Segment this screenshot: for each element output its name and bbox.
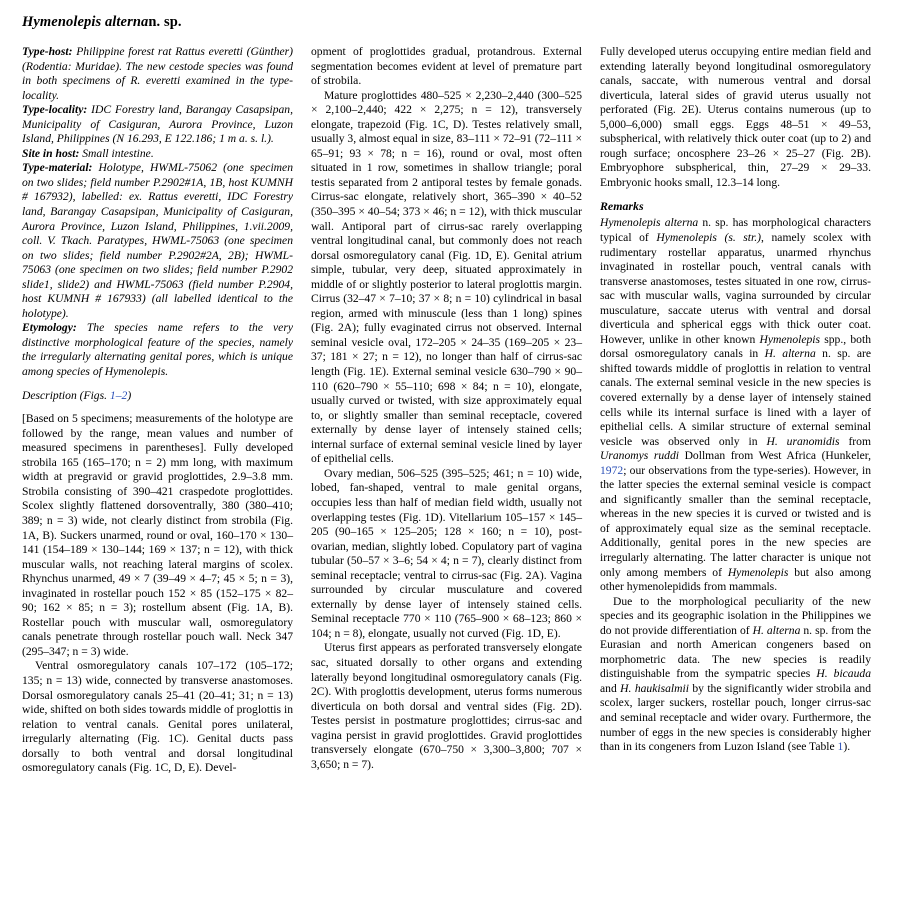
site-text: Small intestine. [79,146,154,160]
remarks-paragraph-2 [600,595,871,755]
remarks-paragraph-1 [600,216,871,594]
remarks1-genus-sstr: Hymenolepis (s. str.) [656,230,762,244]
remarks1-genus2: Hymenolepis [727,565,789,579]
remarks1-species: Hymenolepis alterna [600,216,699,230]
type-material-text: Holotype, HWML-75062 (one specimen on two slides; field number P.2902#1A, 1B, host KUMNH # 167932), labelled: ex. [22,161,293,204]
remarks1-m: ; our observations from the type-series). However, in the latter species the external seminal vesicle is compact and significantly smaller than the seminal receptacle, whereas in the new species it is curved or twisted and is of approximately equal size as the seminal receptacle. Additionally, genital pores in the new species are irregularly alternating. The latter character is unique not only among members of [600,463,871,579]
remarks2-halterna: H. alterna [752,623,801,637]
remarks-heading: Remarks [600,199,644,214]
title-species: Hymenolepis alterna [22,14,149,30]
page-title [22,14,899,31]
article-page [0,14,899,922]
description-figure-link[interactable]: 1–2 [109,388,128,402]
remarks1-b: n. sp. has morphological characters typical of [600,216,871,244]
type-host-label: Type-host: [22,45,73,58]
etymology-paragraph [22,321,293,379]
etymology-genus: Hymenolepis [104,365,166,379]
type-host-rest: (Günther) (Rodentia: Muridae). The new cestode species was found in both specimens of [22,45,294,88]
description-label: Description (Figs. [22,388,110,402]
remarks1-o: but also among other hymenolepidids from mammals. [600,565,871,594]
remarks1-l: Dollman from West Africa (Hunkeler, [679,449,872,463]
remarks1-huranomidis: H. uranomidis [766,434,840,448]
uterus-paragraph: Uterus first appears as perforated transversely elongate sac, situated dorsally to other organs and extending laterally beyond longitudinal osmoregulatory canals (Fig. 2C). With proglottis development, uterus forms numerous diverticula on both dorsal and ventral sides (Fig. 2D). Testes persist in postmature proglottides; cirrus-sac and vagina persist in gravid proglottides. Gravid proglottides transversely elongate (670–750 × 3,300–3,800; 707 × 3,650; n = 7). [311,641,582,771]
remarks1-genus: Hymenolepis [759,332,821,346]
remarks2-e: and [600,681,621,695]
etymology-label: Etymology: [22,321,77,335]
site-label: Site in host: [22,146,80,160]
type-locality-text: IDC Forestry land, Barangay Casapsipan, Municipality of Casiguran, Aurora Province, Luzon Island, Philippines (N 16.293, E 122.186; 1 m a. s. l.). [22,103,293,146]
remarks1-halterna: H. alterna [764,347,816,361]
mature-proglottides-paragraph: Mature proglottides 480–525 × 2,230–2,440 (300–525 × 2,100–2,440; 422 × 2,275; n = 12), transversely elongate, trapezoid (Fig. 1C, D). Testes relatively small, usually 3, almost equal in size, 83–111 × 72–91 (72–111 × 65–91; 93 × 78; n = 16), round or oval, most often situated in 1 row, sometimes in shallow triangle; poral testis separated from 2 antiporal testes by female gonads. Cirrus-sac elongate, relatively short, 365–390 × 40–52 (350–395 × 40–54; 373 × 46; n = 12), with thick muscular wall. Antiporal part of cirrus-sac rarely overlapping ventral longitudinal canal, but commonly does not reach dorsal osmoregulatory canal (Fig. 1D, E). Genital atrium simple, tubular, very deep, situated approximately in middle of or slightly posterior to lateral proglottis margin. Cirrus (32–47 × 7–10; 37 × 8; n = 10) cylindrical in basal region, armed with minuscule (less than 1 long) spines (Fig. 2A); fully evaginated cirrus not observed. Internal seminal vesicle oval, 172–205 × 24–35 (169–205 × 23–37; 181 × 27; n = 12), no longer than half of cirrus-sac length (Fig. 1E). External seminal vesicle 630–790 × 90–110 (620–790 × 55–110; 698 × 84; n = 10), elongate, usually curved or twisted, with size approximately equal to, or slightly smaller than seminal receptacle, covered externally by dense layer of intensely stained cells; internal surface of external seminal vesicle lined by layer of epithelial cells. [311,88,582,466]
etymology-text: The species name refers to the very distinctive morphological feature of the species, namely the irregularly alternating genital pores, which is unique among species of [22,321,293,379]
type-locality-label: Type-locality: [22,103,88,117]
ovary-paragraph: Ovary median, 506–525 (395–525; 461; n = 10) wide, lobed, fan-shaped, ventral to male genital organs, occupies less than half of median field width, usually not overlapping testes (Fig. 1D). Vitellarium 105–157 × 145–205 (90–165 × 125–205; 128 × 160; n = 10), post-ovarian, median, slightly lobed. Copulatory part of vagina tubular (50–57 × 3–6; 54 × 4; n = 7), clearly distinct from seminal receptacle; ventral to cirrus-sac (Fig. 2A). Vagina surrounded by circular musculature and covered externally by dense layer of intensely stained cells. Seminal receptacle 770 × 110 (765–900 × 68–123; 860 × 104; n = 8), elongate, usually not curved (Fig. 1D, E). [311,466,582,640]
remarks2-c: n. sp. from the Eurasian and north American congeners based on morphometric data. The new species is readily distinguishable from the sympatric species [600,623,871,681]
remarks2-h: ). [843,740,851,754]
columns-container [22,45,879,905]
type-host-text: Philippine forest rat [72,45,176,58]
type-host-rest3: examined in the type-locality. [22,74,293,102]
remarks1-f: spp., both dorsal osmoregulatory canals in [600,332,872,361]
site-in-host-paragraph [22,147,293,162]
development-paragraph: opment of proglottides gradual, protandrous. External segmentation becomes evident at level of premature part of strobila. [311,45,582,88]
type-material-paragraph [22,161,293,321]
column-3 [600,45,871,905]
remarks2-hbicauda: H. bicauda [816,667,871,681]
description-label-end: ) [127,388,132,402]
type-material-species: Rattus everetti [148,190,219,204]
remarks1-uranomys: Uranomys ruddi [600,449,679,463]
remarks2-g: by the significantly wider strobila and scolex, larger suckers, rostellar pouch, longer cirrus-sac and seminal receptacle and wider ovary. Furthermore, the number of eggs in the new species is considerably higher than in its congeners from Luzon Island (see Table [600,681,871,754]
remarks1-d: , namely scolex with rudimentary rostellar apparatus, unarmed rhynchus invaginated in rostellar pouch, ventral canals with transverse anastomoses, testes situated in one row, cirrus-sac with muscular walls, vagina surrounded by circular musculature, saccate uterus with ventral and dorsal diverticula and spherical eggs with thick outer coat. However, unlike in other known [600,230,871,346]
column-1 [22,45,293,905]
type-host-rest2: R. everetti [130,74,181,88]
title-suffix: n. sp. [148,14,182,30]
description-body-paragraph: [Based on 5 specimens; measurements of the holotype are followed by the range, mean values and number of measured specimens in parentheses]. Fully developed strobila 165 (165–170; n = 2) mm long, with maximum width at pregravid or gravid proglottides, 2.9–3.8 mm. Strobila consisting of 390–421 craspedote proglottides. Scolex slightly flattened dorsoventrally, 380 (380–410; 389; n = 3) wide, not clearly distinct from strobila (Fig. 1A, B). Suckers unarmed, round or oval, 160–170 × 130–141 (154–189 × 130–144; 169 × 137; n = 12), with thick muscular walls, not reaching lateral margins of scolex. Rhynchus unarmed, 49 × 7 (39–49 × 4–7; 45 × 5; n = 3), invaginated in rostellar pouch 152 × 85 (152–175 × 82–90; 162 × 85; n = 3); rostellum absent (Fig. 1A, B). Rostellar pouch with muscular wall, osmoregulatory canals penetrate through rostellar pouch wall. Neck 347 (295–347; n = 3) wide. [22,412,293,658]
type-host-species: Rattus everetti [175,45,243,58]
type-material-label: Type-material: [22,161,93,175]
hunkeler-citation-link[interactable]: 1972 [600,463,624,477]
type-material-text2: , IDC Forestry land, Barangay Casapsipan, Municipality of Casiguran, Aurora Province, Luzon Island, Philippines, 1.vii.2009, coll. V. Tkach. Paratypes, HWML-75063 (one specimen on two slides; field number P.2902#2A, 2B); HWML-75063 (one specimen on two slides; field number P.2902 slide1, slide2) and HWML-75063 (field number P.2904, host KUMNH # 167933) (all labelled identical to the holotype). [22,190,293,320]
remarks1-h: n. sp. are shifted towards middle of proglottis in relation to ventral canals. The external seminal vesicle in the new species is covered externally by a dense layer of intensely stained cells while its internal surface is lined with a layer of epithelial cells. A similar structure of external seminal vesicle was observed only in [600,347,871,448]
remarks2-hhaukisalmii: H. haukisalmii [620,681,689,695]
column-2 [311,45,582,905]
description-heading [22,389,293,404]
type-locality-paragraph [22,103,293,147]
etymology-end: . [165,365,169,379]
remarks1-j: from [839,434,871,448]
remarks2-a: Due to the morphological peculiarity of the new species and its geographic isolation in the Philippines we do not provide differentiation of [600,594,871,637]
table-1-link[interactable]: 1 [837,740,844,754]
type-host-paragraph [22,45,293,103]
ventral-canals-paragraph: Ventral osmoregulatory canals 107–172 (105–172; 135; n = 13) wide, connected by transverse anastomoses. Dorsal osmoregulatory canals 25–41 (20–41; 31; n = 13) wide, shifted on both sides towards middle of proglottis in relation to ventral canals. Genital pores unilateral, irregularly alternating (Fig. 1C). Genital ducts pass dorsally to both ventral and dorsal longitudinal osmoregulatory canals (Fig. 1C, D, E). Devel- [22,659,293,775]
fully-developed-uterus-paragraph: Fully developed uterus occupying entire median field and extending laterally beyond longitudinal osmoregulatory canals, saccate, with numerous ventral and dorsal diverticula, lateral sides of gravid uterus usually not perforated (Fig. 2E). Uterus contains numerous (up to 5,000–6,000) small eggs. Eggs 48–51 × 49–53, subspherical, with relatively thick outer coat (up to 2) and rough surface; oncosphere 23–26 × 25–27 (Fig. 2B). Embryophore subspherical, thin, 27–29 × 29–33. Embryonic hooks small, 12.3–14 long. [600,45,871,189]
